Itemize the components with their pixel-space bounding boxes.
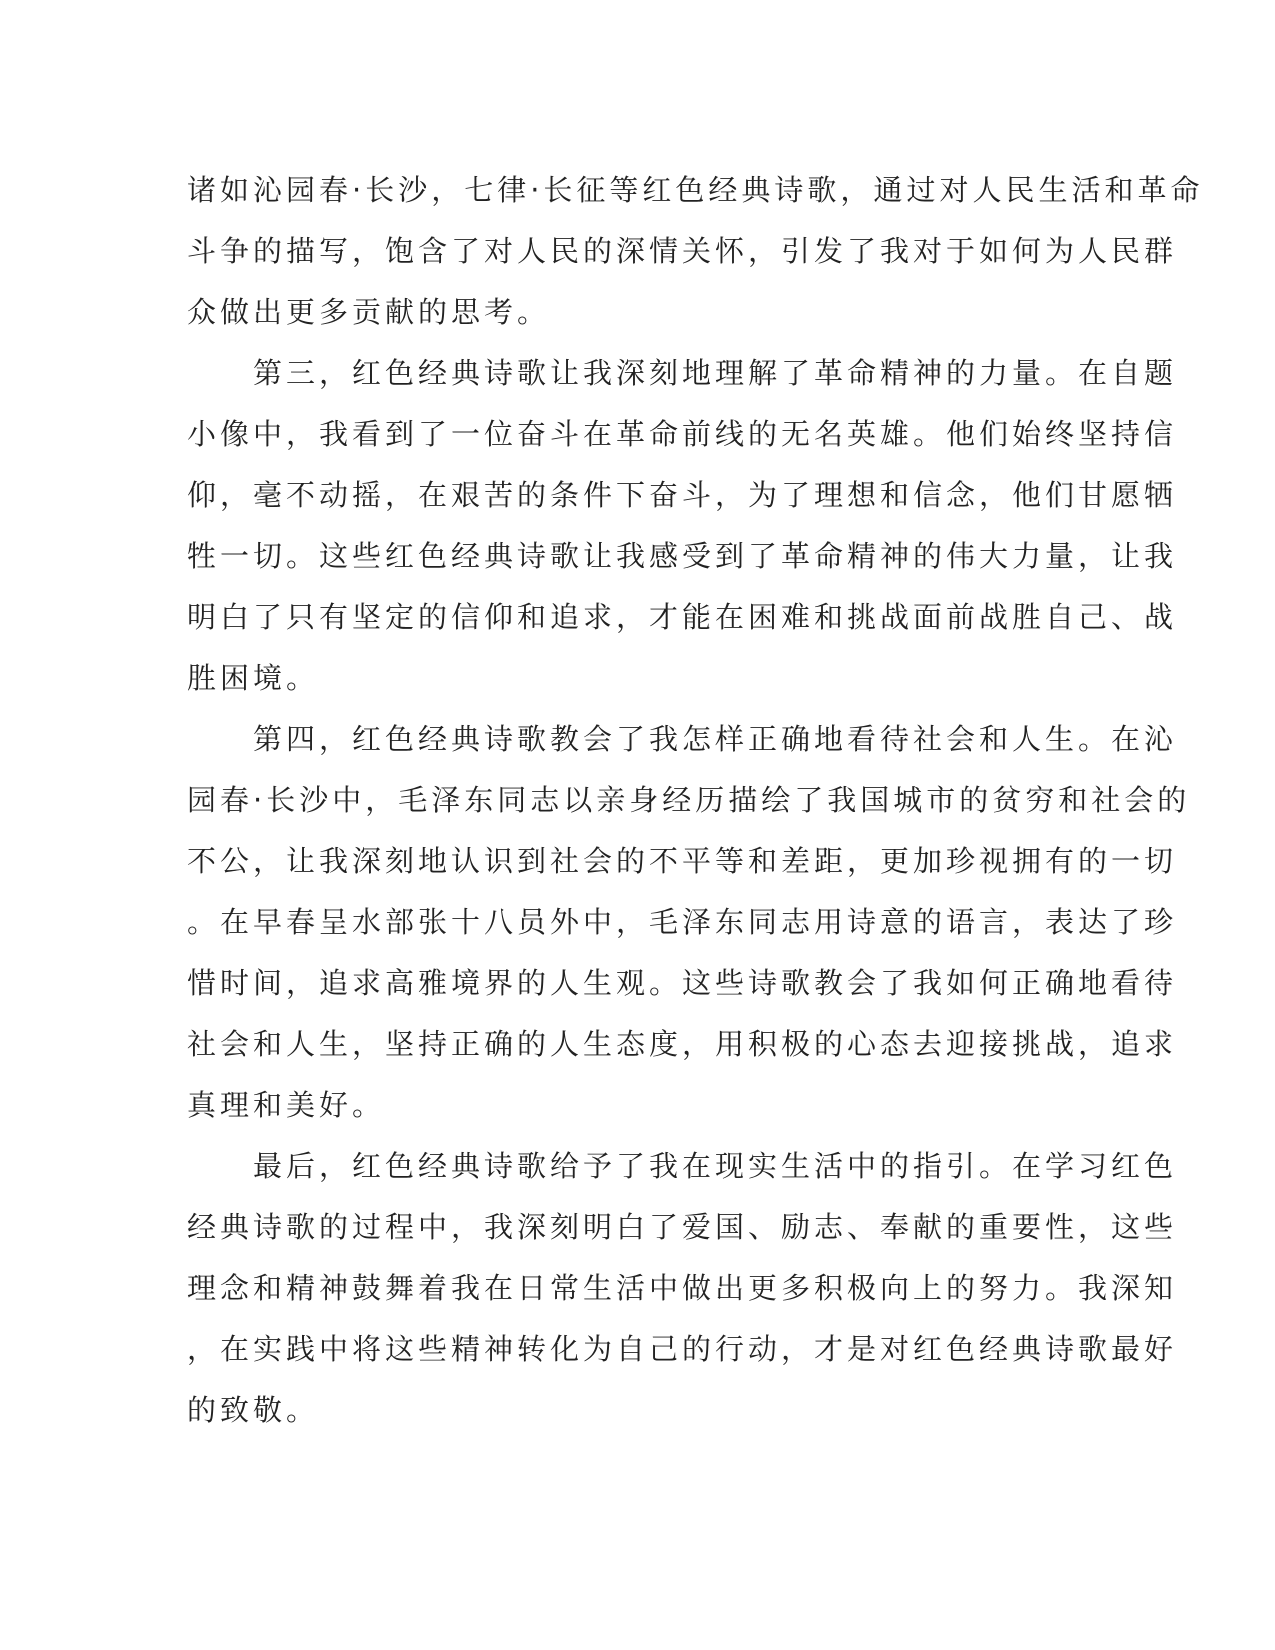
text-line: 的致敬。 xyxy=(187,1393,320,1427)
text-line: 斗争的描写，饱含了对人民的深情关怀，引发了我对于如何为人民群 xyxy=(187,234,1178,268)
text-line: 园春·长沙中，毛泽东同志以亲身经历描绘了我国城市的贫穷和社会的 xyxy=(187,783,1191,817)
text-line: 众做出更多贡献的思考。 xyxy=(187,295,551,329)
text-line: 牲一切。这些红色经典诗歌让我感受到了革命精神的伟大力量，让我 xyxy=(187,539,1178,573)
text-line: 明白了只有坚定的信仰和追求，才能在困难和挑战面前战胜自己、战 xyxy=(187,600,1178,634)
text-line: 不公，让我深刻地认识到社会的不平等和差距，更加珍视拥有的一切 xyxy=(187,844,1178,878)
text-line: 仰，毫不动摇，在艰苦的条件下奋斗，为了理想和信念，他们甘愿牺 xyxy=(187,478,1178,512)
text-line: ，在实践中将这些精神转化为自己的行动，才是对红色经典诗歌最好 xyxy=(187,1332,1178,1366)
text-line: 第四，红色经典诗歌教会了我怎样正确地看待社会和人生。在沁 xyxy=(187,722,1178,756)
body-text xyxy=(187,160,1204,1441)
text-line: 惜时间，追求高雅境界的人生观。这些诗歌教会了我如何正确地看待 xyxy=(187,966,1178,1000)
text-line: 。在早春呈水部张十八员外中，毛泽东同志用诗意的语言，表达了珍 xyxy=(187,905,1178,939)
text-line: 社会和人生，坚持正确的人生态度，用积极的心态去迎接挑战，追求 xyxy=(187,1027,1178,1061)
text-line: 诸如沁园春·长沙，七律·长征等红色经典诗歌，通过对人民生活和革命 xyxy=(187,173,1204,207)
text-line: 第三，红色经典诗歌让我深刻地理解了革命精神的力量。在自题 xyxy=(187,356,1178,390)
text-line: 理念和精神鼓舞着我在日常生活中做出更多积极向上的努力。我深知 xyxy=(187,1271,1178,1305)
text-line: 最后，红色经典诗歌给予了我在现实生活中的指引。在学习红色 xyxy=(187,1149,1178,1183)
text-line: 胜困境。 xyxy=(187,661,320,695)
text-line: 小像中，我看到了一位奋斗在革命前线的无名英雄。他们始终坚持信 xyxy=(187,417,1178,451)
text-line: 经典诗歌的过程中，我深刻明白了爱国、励志、奉献的重要性，这些 xyxy=(187,1210,1178,1244)
text-line: 真理和美好。 xyxy=(187,1088,386,1122)
